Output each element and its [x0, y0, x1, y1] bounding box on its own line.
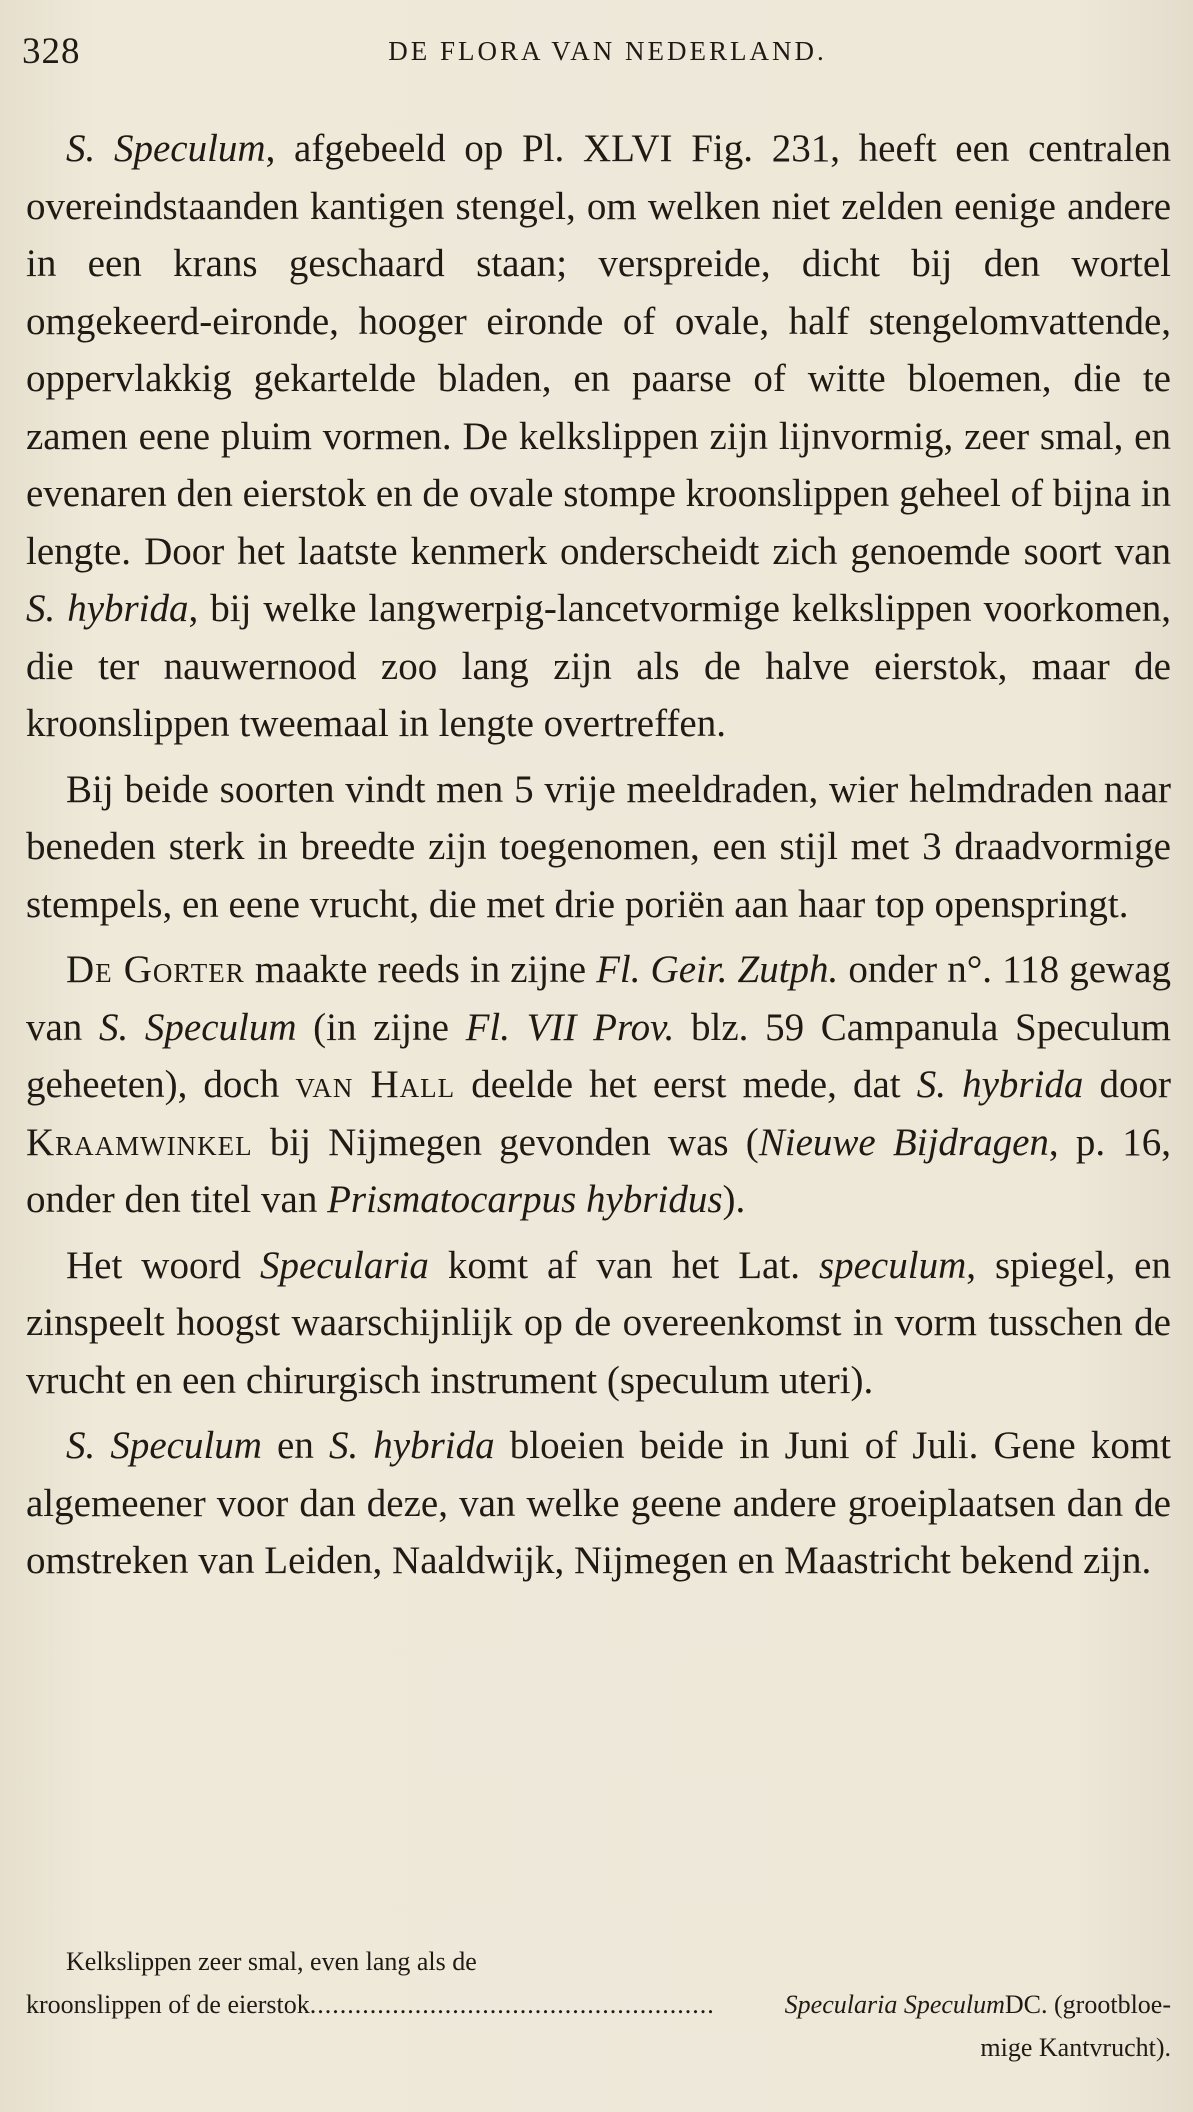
- page-number: 328: [22, 31, 81, 72]
- paragraph-text: onder n°. 118 gewag van: [26, 948, 1172, 1049]
- paragraph-text: bloeien beide in Juni of Juli. Gene komt algemeener voor dan deze, van welke geene andere groeiplaatsen dan de omstreken van Leiden, Naaldwijk, Nijmegen en Maastricht bekend zijn.: [26, 1424, 1172, 1582]
- paragraph-text: door: [1083, 1063, 1171, 1106]
- work-title: Nieuwe Bijdragen: [758, 1120, 1049, 1164]
- work-title: Fl. VII Prov.: [465, 1005, 675, 1049]
- species-name: S. Speculum: [66, 127, 266, 170]
- work-title: Fl. Geir. Zutph.: [596, 948, 839, 991]
- paragraph-text: ).: [722, 1178, 746, 1221]
- author-name: van Hall: [295, 1063, 456, 1106]
- species-name: S. hybrida: [26, 587, 189, 630]
- key-line-1: Kelkslippen zeer smal, even lang als de: [66, 1947, 477, 1976]
- species-name: S. Speculum: [66, 1424, 262, 1467]
- paragraph-text: bij Nijmegen gevonden was (: [252, 1120, 759, 1164]
- page-header: [22, 30, 1163, 90]
- key-line-3: mige Kantvrucht).: [980, 2033, 1171, 2062]
- paragraph-1: [26, 120, 1171, 753]
- paragraph-4: [26, 1237, 1171, 1410]
- paragraph-text: (in zijne: [296, 1005, 466, 1049]
- genus-name: Specularia: [259, 1243, 429, 1287]
- key-author: DC. (grootbloe-: [1004, 1990, 1171, 2019]
- key-species-name: Specularia Speculum: [784, 1990, 1005, 2019]
- running-title: DE FLORA VAN NEDERLAND.: [388, 36, 827, 66]
- paragraph-text: , afgebeeld op Pl. XLVI Fig. 231, heeft een centralen overeindstaanden kantigen stengel, om welken niet zelden eenige andere in een krans geschaard staan; verspreide, dicht bij den wortel omgekeerd-eironde, hooger eironde of ovale, half stengelomvattende, oppervlakkig gekartelde bladen, en paarse of witte bloemen, die te zamen eene pluim vormen. De kelkslippen zijn lijnvormig, zeer smal, en evenaren den eierstok en de ovale stompe kroonslippen geheel of bijna in lengte. Door het laatste kenmerk onderscheidt zich genoemde soort van: [26, 127, 1171, 573]
- key-text: kroonslippen of de eierstok: [26, 1990, 310, 2019]
- identification-key: [26, 1940, 1171, 2069]
- paragraph-text: en: [261, 1424, 329, 1467]
- latin-word: speculum: [818, 1243, 967, 1287]
- paragraph-text: Het woord: [66, 1243, 260, 1287]
- paragraph-text: , p. 16, onder den titel van: [26, 1120, 1171, 1221]
- author-name: De Gorter: [66, 948, 245, 991]
- species-name: S. Speculum: [98, 1005, 297, 1049]
- author-name: Kraamwinkel: [26, 1120, 253, 1164]
- paragraph-text: deelde het eerst mede, dat: [455, 1063, 917, 1106]
- paragraph-text: komt af van het Lat.: [428, 1243, 819, 1287]
- paragraph-text: , spiegel, en zinspeelt hoogst waarschijnlijk op de overeenkomst in vorm tusschen de vrucht en een chirurgisch instrument (speculum uteri).: [26, 1243, 1171, 1402]
- species-name: S. hybrida: [328, 1424, 495, 1467]
- paragraph-text: blz. 59 Campanula Speculum geheeten), doch: [26, 1005, 1171, 1106]
- key-line-2: [26, 1983, 1171, 2026]
- paragraph-3: [26, 941, 1171, 1229]
- species-name: Prismatocarpus hybridus: [327, 1178, 723, 1221]
- paragraph-text: , bij welke langwerpig-lancetvormige kelkslippen voorkomen, die ter nauwernood zoo lang zijn als de halve eierstok, maar de kroonslippen tweemaal in lengte overtreffen.: [26, 587, 1171, 745]
- body-text: [26, 120, 1171, 1598]
- paragraph-text: maakte reeds in zijne: [244, 948, 597, 991]
- paragraph-2: Bij beide soorten vindt men 5 vrije meeldraden, wier helmdraden naar beneden sterk in breedte zijn toegenomen, een stijl met 3 draadvormige stempels, en eene vrucht, die met drie poriën aan haar top openspringt.: [26, 767, 1171, 926]
- paragraph-5: [26, 1417, 1171, 1590]
- leader-dots: ......................................................: [309, 1990, 715, 2019]
- species-name: S. hybrida: [916, 1063, 1084, 1106]
